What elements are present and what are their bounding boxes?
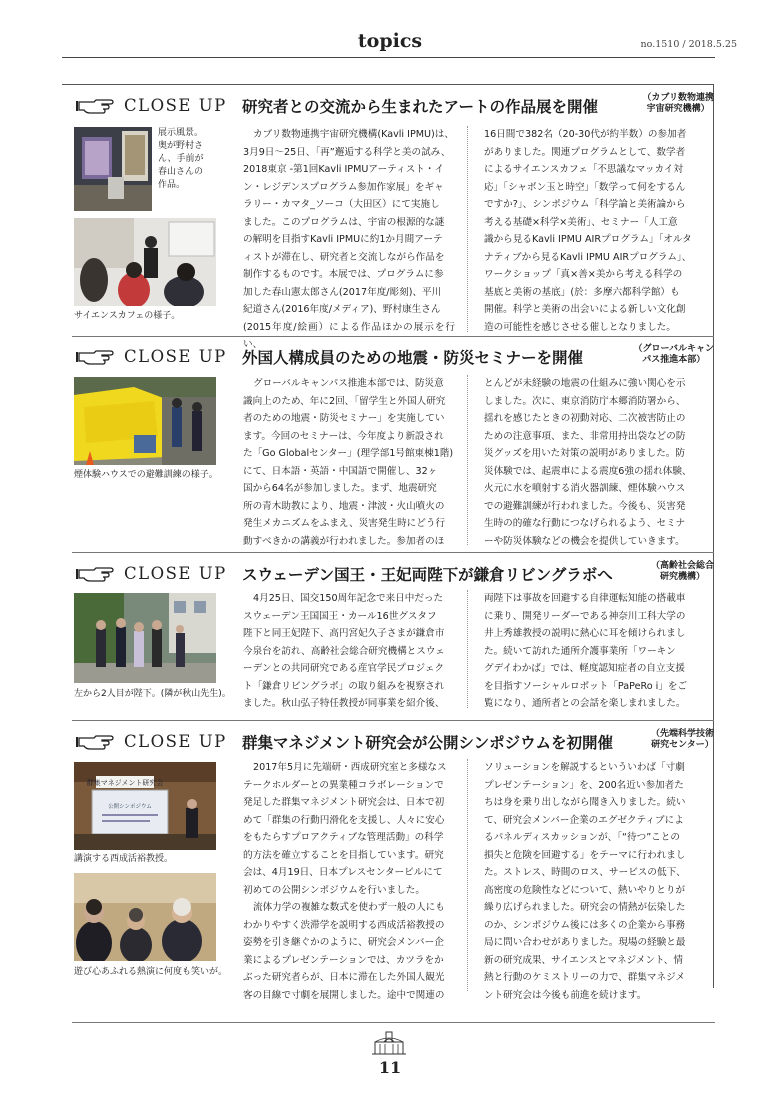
photo-caption: 講演する西成活裕教授。: [74, 854, 174, 864]
section-divider: [72, 336, 714, 337]
issue-info: no.1510 / 2018.5.25: [640, 39, 737, 50]
pointing-hand-icon: [76, 733, 120, 751]
page-header: [0, 0, 777, 60]
photo-caption: 左から2人目が陛下。(隣が秋山先生)。: [74, 689, 231, 699]
royal-visit-photo: [74, 593, 216, 683]
footer-rule: [72, 1022, 715, 1023]
photo-caption: 煙体験ハウスでの避難訓練の様子。: [74, 470, 218, 480]
section-divider: [72, 720, 714, 721]
photo-caption: サイエンスカフェの様子。: [74, 311, 181, 321]
column-divider: [467, 590, 468, 708]
science-cafe-photo: [74, 218, 216, 306]
column-divider: [467, 759, 468, 991]
article-body-col2: ソリューションを解説するといういわば「寸劇 プレゼンテーション」を、200名近い参加者た ちは身を乗り出しながら聞き入りました。続い て、研究会メンバー企業のエグゼクティブによ るパネルディスカッションが、「“待つ”ことの 損失と危険を回避する」をテーマに行われまし た。ストレス、時間のロス、サービスの低下、 高密度の危険性などについて、熱いやりとりが 繰り広げられました。研究会の情熱が伝染した のか、シンポジウム後には多くの企業から事務 局に問い合わせがありました。現場の経験と最 新の研究成果、サイエンスとマネジメント、情 熱と行動のケミストリーの力で、群集マネジメ ント研究会は今後も前進を続けます。: [484, 762, 686, 1001]
exhibition-photo: [74, 127, 152, 211]
article-body-col1: カブリ数物連携宇宙研究機構(Kavli IPMU)は、 3月9日〜25日、「再”邂逅する科学と美の試み、 2018東京 -第1回Kavli IPMUアーティスト・イ ン・レジデンスプログラム参加作家展」をギャ ラリー・カマタ_ソーコ（大田区）にて実施し ました。このプログラムは、宇宙の根源的な謎 の解明を目指すKavli IPMUに約1か月間アーテ ィストが滞在し、研究者と交流しながら作品を 制作するものです。本展では、プログラムに参 加した春山憲太郎さん(2017年度/彫刻)、平川 紀道さん(2016年度/メディア)、野村康生さん (2015年度/絵画）による作品ほかの展示を行い、: [243, 129, 455, 350]
article-body-col1: 4月25日、国交150周年記念で来日中だった スウェーデン王国国王・カール16世グスタフ 陛下と同王妃陛下、高円宮妃久子さまが鎌倉市 今泉台を訪れ、高齢社会総合研究機構とスウェ ーデンとの共同研究である産官学民プロジェク ト「鎌倉リビングラボ」の取り組みを視察され ました。秋山弘子特任教授が同事業を紹介後、: [243, 593, 445, 709]
close-up-badge: [72, 346, 232, 368]
article-title: スウェーデン国王・王妃両陛下が鎌倉リビングラボへ: [242, 566, 613, 584]
article-org: （先端科学技術 研究センター）: [650, 729, 714, 750]
article-body-col1: グローバルキャンパス推進本部では、防災意 識向上のため、年に2回、「留学生と外国人研究 者のための地震・防災セミナー」を実施してい ます。今回のセミナーは、今年度より新設され た「Go Globalセンター」(理学部1号館東棟1階) にて、日本語・英語・中国語で開催し、32ヶ 国から64名が参加しました。まず、地震研究 所の青木助教により、地震・津波・火山噴火の 発生メカニズムをふまえ、災害発生時にどう行 動すべきかの講義が行われました。参加者のほ: [243, 378, 454, 547]
header-rule: [62, 57, 715, 58]
article-body-col1: 2017年5月に先端研・西成研究室と多様なス テークホルダーとの異業種コラボレーションで 発足した群集マネジメント研究会は、日本で初 めて「群集の行動円滑化を支援し、人々に安心 をもたらすプロアクティブな管理活動」の科学 的方法を確立することを目指しています。研究 会は、4月19日、日本プレスセンタービルにて 初めての公開シンポジウムを行いました。 流体力学の複雑な数式を使わず一般の人にも わかりやすく渋滞学を説明する西成活裕教授の 姿勢を引き継ぐかのように、研究会メンバー企 業によるプレゼンテーションでは、カツラをか ぶった研究者らが、日本に滞在した外国人観光 客の目線で寸劇を展開しました。途中で関連の: [243, 762, 447, 1001]
photo-caption: 展示風景。 奥が野村さ ん、手前が 春山さんの 作品。: [158, 128, 204, 190]
article-body-col2: 16日間で382名（20-30代が約半数）の参加者 がありました。関連プログラムとして、数学者 によるサイエンスカフェ「不思議なマッカイ対 応」「シャボン玉と時空」「数学って何をするん ですか?」、シンポジウム「科学論と美術論から 考える基礎×科学×美術」、セミナー「人工意 識から見るKavli IPMU AIRプログラム」「オルタ ナティブから見るKavli IPMU AIRプログラム」、 ワークショップ「真×善×美から考える科学の 基底と美術の基底」(於：多摩六都科学館）も 開催。科学と美術の出会いによる新しい文化創 造の可能性を感じさせる催しとなりました。: [484, 129, 692, 333]
article-title: 研究者との交流から生まれたアートの作品展を開催: [242, 98, 599, 116]
pointing-hand-icon: [76, 565, 120, 583]
page-number: 11: [378, 1058, 402, 1077]
article-title: 外国人構成員のための地震・防災セミナーを開催: [242, 349, 584, 367]
slide-subtitle: 公開シンポジウム: [108, 804, 152, 810]
article-body-col2: とんどが未経験の地震の仕組みに強い関心を示 しました。次に、東京消防庁本郷消防署から、 揺れを感じたときの初動対応、二次被害防止の ための注意事項、また、非常用持出袋などの防 災グッズを用いた対策の説明がありました。防 災体験では、起震車による震度6強の揺れ体験、 火元に水を噴射する消火器訓練、煙体験ハウス での避難訓練が行われました。今後も、災害発 生時の的確な行動につなげられるよう、セミナ ーや防災体験などの機会を提供していきます。: [484, 378, 692, 547]
section-title: topics: [357, 30, 423, 52]
close-up-label: CLOSE UP: [124, 564, 227, 583]
article-title: 群集マネジメント研究会が公開シンポジウムを初開催: [242, 734, 613, 752]
article-org: （グローバルキャン パス推進本部）: [633, 344, 714, 365]
lecture-photo: [74, 762, 216, 850]
close-up-badge: [72, 731, 232, 753]
article-org: （高齢社会総合 研究機構）: [650, 561, 714, 582]
column-divider: [467, 126, 468, 332]
close-up-badge: [72, 95, 232, 117]
audience-laughing-photo: [74, 873, 216, 961]
yasuda-auditorium-icon: [372, 1030, 406, 1056]
close-up-label: CLOSE UP: [124, 347, 227, 366]
close-up-badge: [72, 563, 232, 585]
close-up-label: CLOSE UP: [124, 732, 227, 751]
close-up-label: CLOSE UP: [124, 96, 227, 115]
section-divider: [72, 552, 714, 553]
photo-caption: 遊び心あふれる熱演に何度も笑いが。: [74, 967, 228, 977]
slide-title: 群集マネジメント研究会: [86, 779, 164, 787]
article-org: （カブリ数物連携 宇宙研究機構）: [642, 93, 714, 114]
pointing-hand-icon: [76, 348, 120, 366]
pointing-hand-icon: [76, 97, 120, 115]
article-body-col2: 両陛下は事故を回避する自律運転知能の搭載車 に乗り、開発リーダーである神奈川工科大学の 井上秀雄教授の説明に熱心に耳を傾けられまし た。続いて訪れた通所介護事業所「ワーキン グデイわかば」では、軽度認知症者の自立支援 を目指すソーシャルロボット「PaPeRo i」をご 覧になり、通所者との会話を楽しまれました。: [484, 593, 688, 709]
evacuation-drill-photo: [74, 377, 216, 465]
column-divider: [467, 375, 468, 545]
